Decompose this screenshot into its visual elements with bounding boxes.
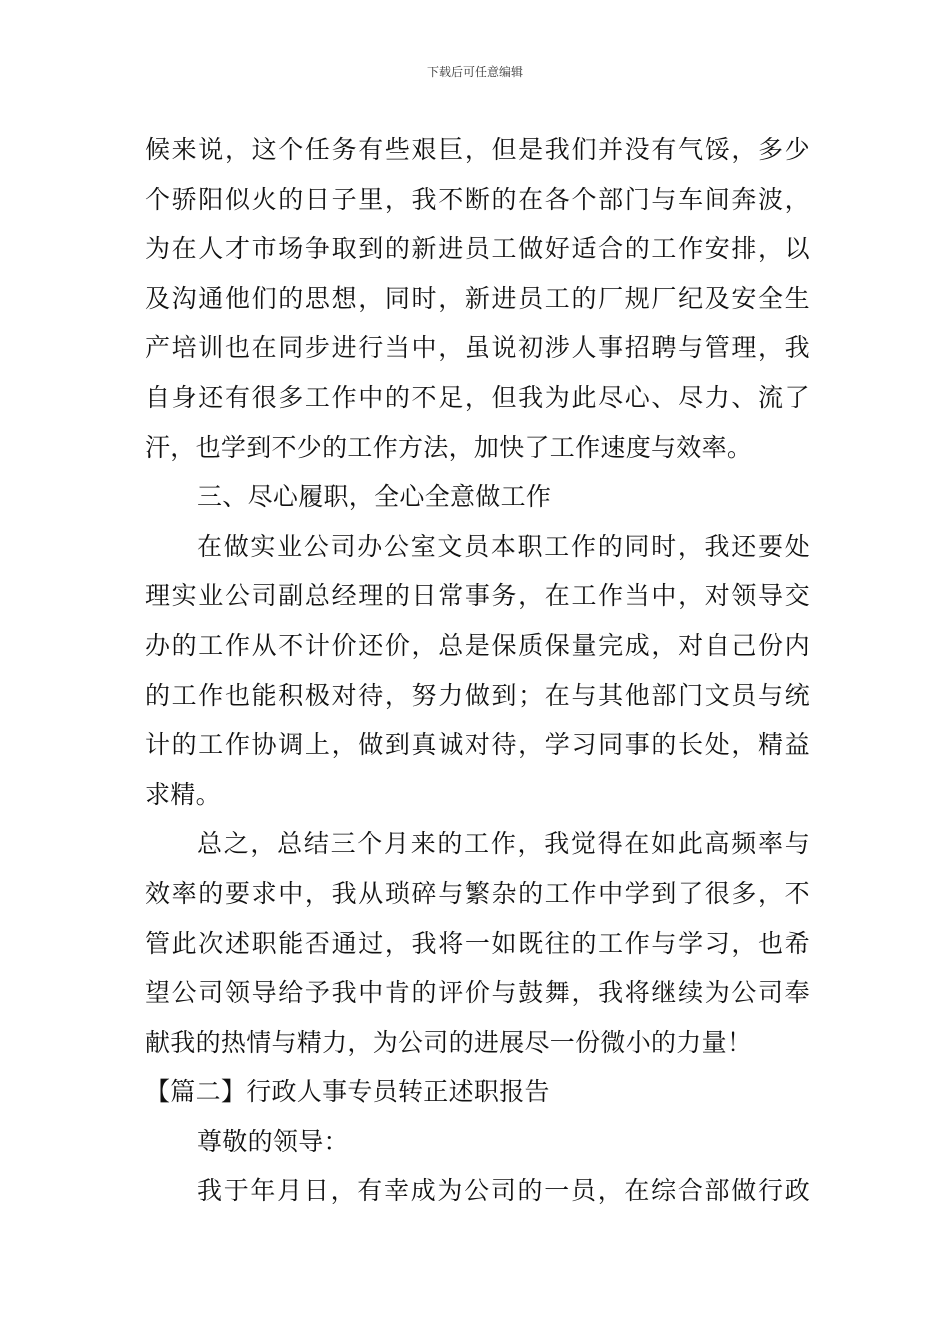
text-line: 在做实业公司办公室文员本职工作的同时，我还要处: [197, 531, 810, 561]
text-line: 我于年月日，有幸成为公司的一员，在综合部做行政: [197, 1176, 810, 1206]
text-line: 望公司领导给予我中肯的评价与鼓舞，我将继续为公司奉: [145, 978, 810, 1008]
salutation: 尊敬的领导：: [197, 1126, 349, 1156]
text-line: 为在人才市场争取到的新进员工做好适合的工作安排，以: [145, 234, 810, 264]
text-line: 求精。: [145, 779, 221, 809]
text-line: 管此次述职能否通过，我将一如既往的工作与学习，也希: [145, 928, 810, 958]
text-line: 计的工作协调上，做到真诚对待，学习同事的长处，精益: [145, 730, 810, 760]
text-line: 候来说，这个任务有些艰巨，但是我们并没有气馁，多少: [145, 135, 810, 164]
text-line: 效率的要求中，我从琐碎与繁杂的工作中学到了很多，不: [145, 878, 810, 908]
text-line: 总之，总结三个月来的工作，我觉得在如此高频率与: [197, 829, 810, 859]
text-line: 献我的热情与精力，为公司的进展尽一份微小的力量！: [145, 1027, 753, 1057]
text-line: 办的工作从不计价还价，总是保质保量完成，对自己份内: [145, 630, 810, 660]
text-line: 的工作也能积极对待，努力做到；在与其他部门文员与统: [145, 680, 810, 710]
document-body: [145, 125, 810, 1216]
text-line: 理实业公司副总经理的日常事务，在工作当中，对领导交: [145, 581, 810, 611]
text-line: 汗，也学到不少的工作方法，加快了工作速度与效率。: [145, 432, 753, 462]
text-line: 个骄阳似火的日子里，我不断的在各个部门与车间奔波，: [145, 184, 810, 214]
page-header: 下载后可任意编辑: [426, 65, 523, 79]
chapter-title: 【篇二】行政人事专员转正述职报告: [145, 1077, 550, 1107]
text-line: 自身还有很多工作中的不足，但我为此尽心、尽力、流了: [145, 382, 810, 412]
text-line: 及沟通他们的思想，同时，新进员工的厂规厂纪及安全生: [145, 283, 810, 313]
text-line: 产培训也在同步进行当中，虽说初涉人事招聘与管理，我: [145, 333, 810, 363]
section-heading: 三、尽心履职，全心全意做工作: [197, 482, 552, 512]
